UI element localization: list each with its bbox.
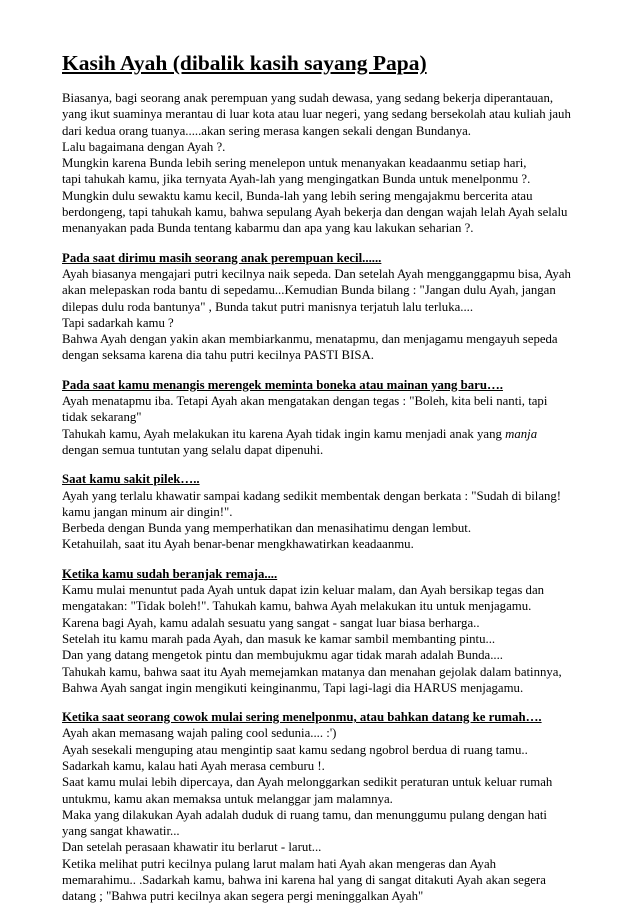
section-line: dilepas dulu roda bantunya" , Bunda takut putri manisnya terjatuh lalu terluka....: [62, 299, 474, 314]
section-line: untukmu, kamu akan memaksa untuk melanggar jam malamnya.: [62, 791, 393, 806]
intro-line: dari kedua orang tuanya.....akan sering merasa kangen sekali dengan Bundanya.: [62, 123, 471, 138]
section-heading: Ketika kamu sudah beranjak remaja....: [62, 566, 278, 581]
section-teenager: [62, 566, 582, 696]
section-line: Tapi sadarkah kamu ?: [62, 315, 174, 330]
intro-line: Mungkin karena Bunda lebih sering menelepon untuk menanyakan keadaanmu setiap hari,: [62, 156, 527, 171]
section-line: Dan setelah perasaan khawatir itu berlarut - larut...: [62, 840, 322, 855]
document-title: Kasih Ayah (dibalik kasih sayang Papa): [62, 51, 427, 75]
section-line: mengatakan: "Tidak boleh!". Tahukah kamu, bahwa Ayah melakukan itu untuk menjagamu.: [62, 599, 532, 614]
section-line: Maka yang dilakukan Ayah adalah duduk di ruang tamu, dan menunggumu pulang dengan hati: [62, 807, 547, 822]
section-heading: Ketika saat seorang cowok mulai sering menelponmu, atau bahkan datang ke rumah….: [62, 710, 542, 725]
section-line: Dan yang datang mengetok pintu dan membujukmu agar tidak marah adalah Bunda....: [62, 648, 504, 663]
section-line: Bahwa Ayah dengan yakin akan membiarkanmu, menatapmu, dan menjagamu mengayuh sepeda: [62, 332, 558, 347]
section-line: Ayah sesekali menguping atau mengintip saat kamu sedang ngobrol berdua di ruang tamu..: [62, 742, 528, 757]
intro-paragraph: [62, 90, 582, 237]
section-sick: [62, 471, 582, 552]
intro-line: Mungkin dulu sewaktu kamu kecil, Bunda-lah yang lebih sering mengajakmu bercerita atau: [62, 188, 533, 203]
section-line: Ayah menatapmu iba. Tetapi Ayah akan mengatakan dengan tegas : "Boleh, kita beli nanti, tapi: [62, 394, 548, 409]
section-line: kamu jangan minum air dingin!".: [62, 504, 233, 519]
section-little-girl: [62, 250, 582, 364]
section-heading: Saat kamu sakit pilek…..: [62, 472, 200, 487]
section-line: Kamu mulai menuntut pada Ayah untuk dapat izin keluar malam, dan Ayah bersikap tegas dan: [62, 583, 545, 598]
section-heading: Pada saat kamu menangis merengek meminta boneka atau mainan yang baru….: [62, 377, 503, 392]
section-line: Berbeda dengan Bunda yang memperhatikan dan menasihatimu dengan lembut.: [62, 521, 472, 536]
section-line: Setelah itu kamu marah pada Ayah, dan masuk ke kamar sambil membanting pintu...: [62, 631, 496, 646]
section-line: Ayah yang terlalu khawatir sampai kadang sedikit membentak dengan berkata : "Sudah di bilang!: [62, 488, 562, 503]
section-line: Bahwa Ayah sangat ingin mengikuti keinginanmu, Tapi lagi-lagi dia HARUS menjagamu.: [62, 680, 524, 695]
section-line: memarahimu.. .Sadarkah kamu, bahwa ini karena hal yang di sangat ditakuti Ayah akan segera: [62, 873, 546, 888]
section-line: datang ; "Bahwa putri kecilnya akan segera pergi meninggalkan Ayah": [62, 889, 424, 904]
document-page: [62, 50, 582, 905]
section-line: yang sangat khawatir...: [62, 824, 180, 839]
section-line: Tahukah kamu, bahwa saat itu Ayah memejamkan matanya dan menahan gejolak dalam batinnya,: [62, 664, 562, 679]
section-crying-for-toys: [62, 377, 582, 458]
section-line: Ketika melihat putri kecilnya pulang larut malam hati Ayah akan mengeras dan Ayah: [62, 856, 497, 871]
intro-line: yang ikut suaminya merantau di luar kota atau luar negeri, yang sedang bersekolah atau kuliah jauh: [62, 107, 571, 122]
section-line: Sadarkah kamu, kalau hati Ayah merasa cemburu !.: [62, 758, 325, 773]
intro-line: menanyakan pada Bunda tentang kabarmu dan apa yang kau lakukan seharian ?.: [62, 221, 474, 236]
section-line: Saat kamu mulai lebih dipercaya, dan Ayah melonggarkan sedikit peraturan untuk keluar rumah: [62, 775, 553, 790]
section-line: dengan semua tuntutan yang selalu dapat dipenuhi.: [62, 442, 324, 457]
intro-line: Lalu bagaimana dengan Ayah ?.: [62, 139, 226, 154]
section-line: Ayah akan memasang wajah paling cool sedunia.... :'): [62, 726, 337, 741]
section-heading: Pada saat dirimu masih seorang anak perempuan kecil......: [62, 250, 382, 265]
section-line: akan melepaskan roda bantu di sepedamu...Kemudian Bunda bilang : "Jangan dulu Ayah, jangan: [62, 283, 556, 298]
text-span: Tahukah kamu, Ayah melakukan itu karena Ayah tidak ingin kamu menjadi anak yang: [62, 426, 506, 441]
intro-line: berdongeng, tapi tahukah kamu, bahwa sepulang Ayah bekerja dan dengan wajah lelah Ayah selalu: [62, 205, 568, 220]
intro-line: Biasanya, bagi seorang anak perempuan yang sudah dewasa, yang sedang bekerja diperantauan,: [62, 91, 554, 105]
section-line-with-italic: [62, 426, 582, 442]
section-line: Ayah biasanya mengajari putri kecilnya naik sepeda. Dan setelah Ayah mengganggapmu bisa, Ayah: [62, 266, 571, 281]
intro-line: tapi tahukah kamu, jika ternyata Ayah-lah yang mengingatkan Bunda untuk menelponmu ?.: [62, 172, 531, 187]
section-boyfriend: [62, 709, 582, 905]
section-line: Karena bagi Ayah, kamu adalah sesuatu yang sangat - sangat luar biasa berharga..: [62, 615, 480, 630]
italic-word: manja: [505, 426, 538, 441]
section-line: tidak sekarang": [62, 410, 142, 425]
section-line: Ketahuilah, saat itu Ayah benar-benar mengkhawatirkan keadaanmu.: [62, 537, 414, 552]
section-line: dengan seksama karena dia tahu putri kecilnya PASTI BISA.: [62, 348, 374, 363]
